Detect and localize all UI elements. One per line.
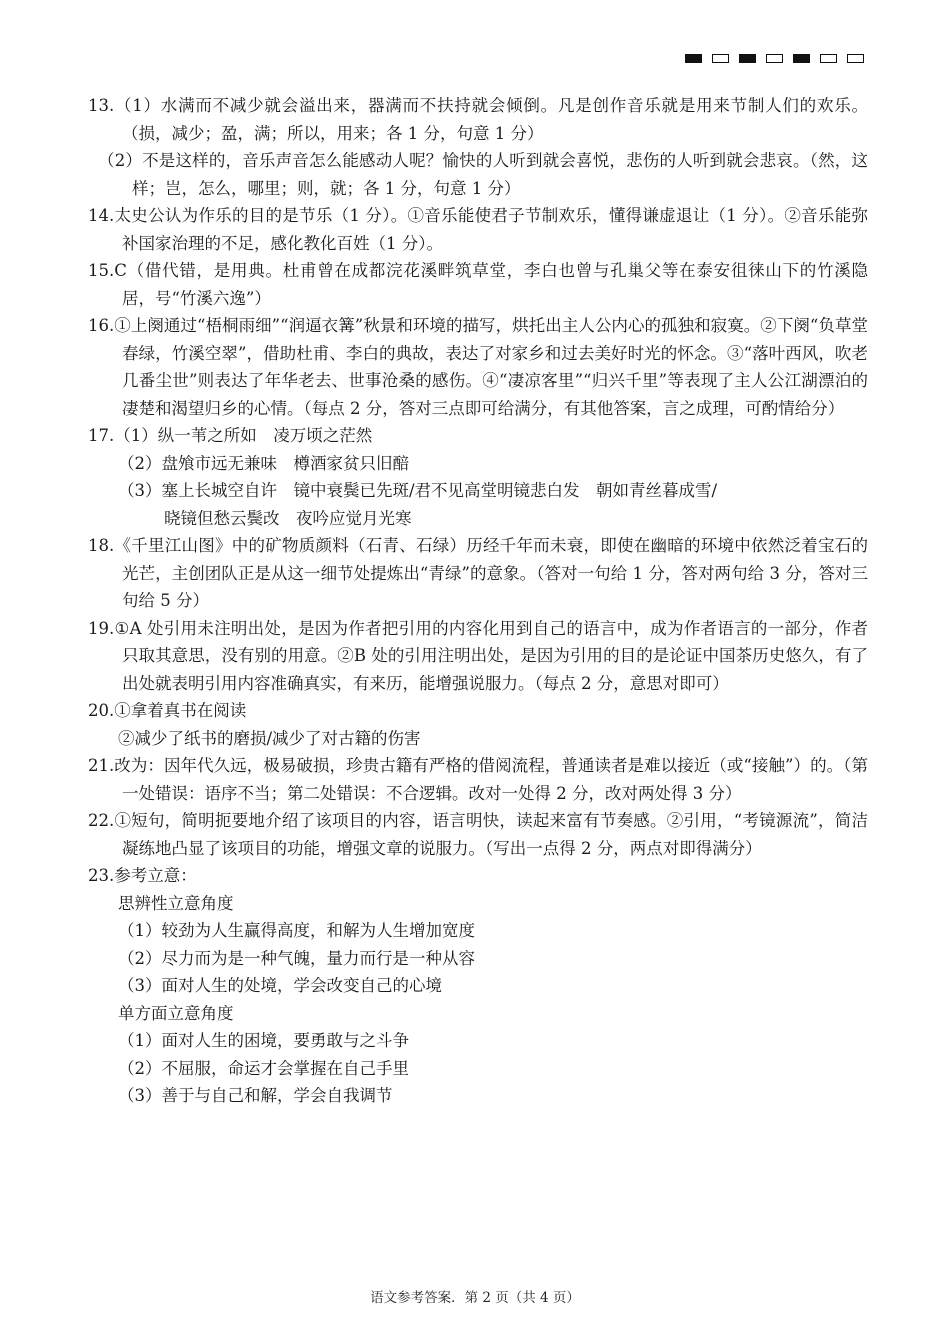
answer-16: 16.①上阕通过“梧桐雨细”“润逼衣篝”秋景和环境的描写，烘托出主人公内心的孤独和寂寞。②下阕“负草堂春绿，竹溪空翠”，借助杜甫、李白的典故，表达了对家乡和过去美好时光的怀念。③“落叶西风，吹老几番尘世”则表达了年华老去、世事沧桑的感伤。④“凄凉客里”“归兴千里”等表现了主人公江湖漂泊的凄楚和渴望归乡的心情。（每点 2 分，答对三点即可给满分，有其他答案，言之成理，可酌情给分） <box>88 316 868 418</box>
header-marks <box>685 54 864 63</box>
answer-23-item: （2）尽力而为是一种气魄，量力而行是一种从容 <box>118 948 475 968</box>
answer-15: 15.C（借代错，是用典。杜甫曾在成都浣花溪畔筑草堂，李白也曾与孔巢父等在泰安徂徕山下的竹溪隐居，号“竹溪六逸”） <box>88 261 868 308</box>
answer-13-1: 13.（1）水满而不减少就会溢出来，器满而不扶持就会倾倒。凡是创作音乐就是用来节制人们的欢乐。（损，减少；盈，满；所以，用来；各 1 分，句意 1 分） <box>88 96 868 143</box>
answer-23-item: （3）善于与自己和解，学会自我调节 <box>118 1086 393 1105</box>
answer-23-title: 23.参考立意： <box>88 866 197 885</box>
header-mark <box>766 54 783 63</box>
answer-17-1: 17.（1）纵一苇之所如 凌万顷之茫然 <box>88 426 373 445</box>
answer-13-2: （2）不是这样的，音乐声音怎么能感动人呢？愉快的人听到就会喜悦，悲伤的人听到就会悲哀。（然，这样；岂，怎么，哪里；则，就；各 1 分，句意 1 分） <box>98 151 868 198</box>
answer-20-2: ②减少了纸书的磨损/减少了对古籍的伤害 <box>118 728 421 748</box>
answer-23-item: （1）较劲为人生赢得高度，和解为人生增加宽度 <box>118 921 475 940</box>
answer-23-item: （1）面对人生的困境，要勇敢与之斗争 <box>118 1031 409 1050</box>
header-mark <box>712 54 729 63</box>
answer-21: 21.改为：因年代久远，极易破损，珍贵古籍有严格的借阅流程，普通读者是难以接近（或“接触”）的。（第一处错误：语序不当；第二处错误：不合逻辑。改对一处得 2 分，改对两处得 3 分） <box>88 756 868 803</box>
header-mark <box>793 54 810 63</box>
header-mark <box>685 54 702 63</box>
header-mark <box>847 54 864 63</box>
answer-23-heading-2: 单方面立意角度 <box>118 1003 234 1023</box>
answer-20-1: 20.①拿着真书在阅读 <box>88 701 247 720</box>
header-mark <box>739 54 756 63</box>
page-footer: 语文参考答案．第 2 页（共 4 页） <box>370 1290 580 1306</box>
answer-18: 18.《千里江山图》中的矿物质颜料（石青、石绿）历经千年而未衰，即使在幽暗的环境中依然泛着宝石的光芒，主创团队正是从这一细节处提炼出“青绿”的意象。（答对一句给 1 分，答对两句给 3 分，答对三句给 5 分） <box>88 536 868 610</box>
answer-23-item: （3）面对人生的处境，学会改变自己的心境 <box>118 976 442 995</box>
answer-22: 22.①短句，简明扼要地介绍了该项目的内容，语言明快，读起来富有节奏感。②引用，“考镜源流”，简洁凝练地凸显了该项目的功能，增强文章的说服力。（写出一点得 2 分，两点对即得满分） <box>88 811 868 858</box>
answer-17-3-cont: 晓镜但愁云鬓改 夜吟应觉月光寒 <box>164 508 412 528</box>
header-mark <box>820 54 837 63</box>
answer-17-3: （3）塞上长城空自许 镜中衰鬓已先斑/君不见高堂明镜悲白发 朝如青丝暮成雪/ <box>118 481 718 500</box>
answer-17-2: （2）盘飧市远无兼味 樽酒家贫只旧醅 <box>118 453 409 473</box>
answer-19: 19.①A 处引用未注明出处，是因为作者把引用的内容化用到自己的语言中，成为作者语言的一部分，作者只取其意思，没有别的用意。②B 处的引用注明出处，是因为引用的目的是论证中国茶历史悠久，有了出处就表明引用内容准确真实，有来历，能增强说服力。（每点 2 分，意思对即可） <box>88 618 868 693</box>
answer-23-item: （2）不屈服，命运才会掌握在自己手里 <box>118 1058 409 1078</box>
answer-14: 14.太史公认为作乐的目的是节乐（1 分）。①音乐能使君子节制欢乐，懂得谦虚退让（1 分）。②音乐能弥补国家治理的不足，感化教化百姓（1 分）。 <box>88 206 868 253</box>
answer-content <box>88 92 868 1110</box>
answer-23-heading-1: 思辨性立意角度 <box>118 893 234 913</box>
